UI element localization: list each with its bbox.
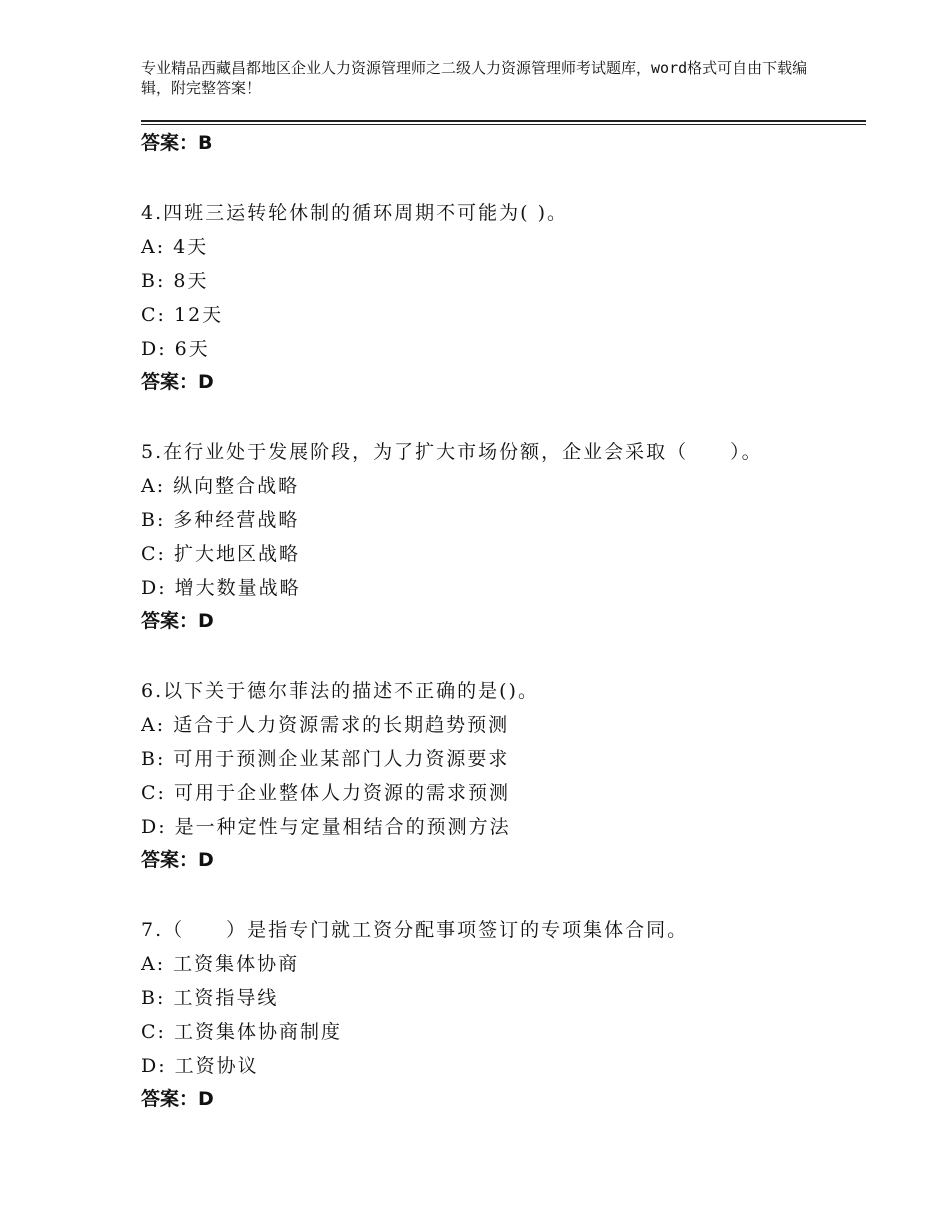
answer-label: 答案：B (141, 132, 213, 154)
header-rule-thin (141, 124, 866, 125)
answer-label: 答案：D (141, 1088, 214, 1110)
option-b: B: 可用于预测企业某部门人力资源要求 (141, 748, 510, 770)
option-d: D: 是一种定性与定量相结合的预测方法 (141, 816, 511, 838)
option-d: D: 6天 (141, 338, 210, 360)
option-a: A: 适合于人力资源需求的长期趋势预测 (141, 714, 510, 736)
document-header: 专业精品西藏昌都地区企业人力资源管理师之二级人力资源管理师考试题库，word格式可自由下载编辑，附完整答案！ (141, 59, 808, 97)
option-b: B: 多种经营战略 (141, 509, 300, 531)
answer-label: 答案：D (141, 849, 214, 871)
question-stem: 6.以下关于德尔菲法的描述不正确的是()。 (141, 680, 539, 702)
option-d: D: 增大数量战略 (141, 577, 301, 599)
answer-label: 答案：D (141, 371, 214, 393)
header-rule (141, 120, 866, 122)
option-d: D: 工资协议 (141, 1055, 259, 1077)
option-a: A: 4天 (141, 236, 209, 258)
option-a: A: 纵向整合战略 (141, 475, 300, 497)
option-c: C: 工资集体协商制度 (141, 1021, 342, 1043)
option-b: B: 工资指导线 (141, 987, 279, 1009)
question-stem: 4.四班三运转轮休制的循环周期不可能为( )。 (141, 202, 568, 224)
question-stem: 5.在行业处于发展阶段，为了扩大市场份额，企业会采取（ ）。 (141, 441, 763, 463)
question-stem: 7.（ ）是指专门就工资分配事项签订的专项集体合同。 (141, 919, 689, 941)
option-b: B: 8天 (141, 270, 209, 292)
answer-label: 答案：D (141, 610, 214, 632)
option-c: C: 12天 (141, 304, 224, 326)
option-c: C: 扩大地区战略 (141, 543, 300, 565)
option-c: C: 可用于企业整体人力资源的需求预测 (141, 782, 510, 804)
option-a: A: 工资集体协商 (141, 953, 300, 975)
